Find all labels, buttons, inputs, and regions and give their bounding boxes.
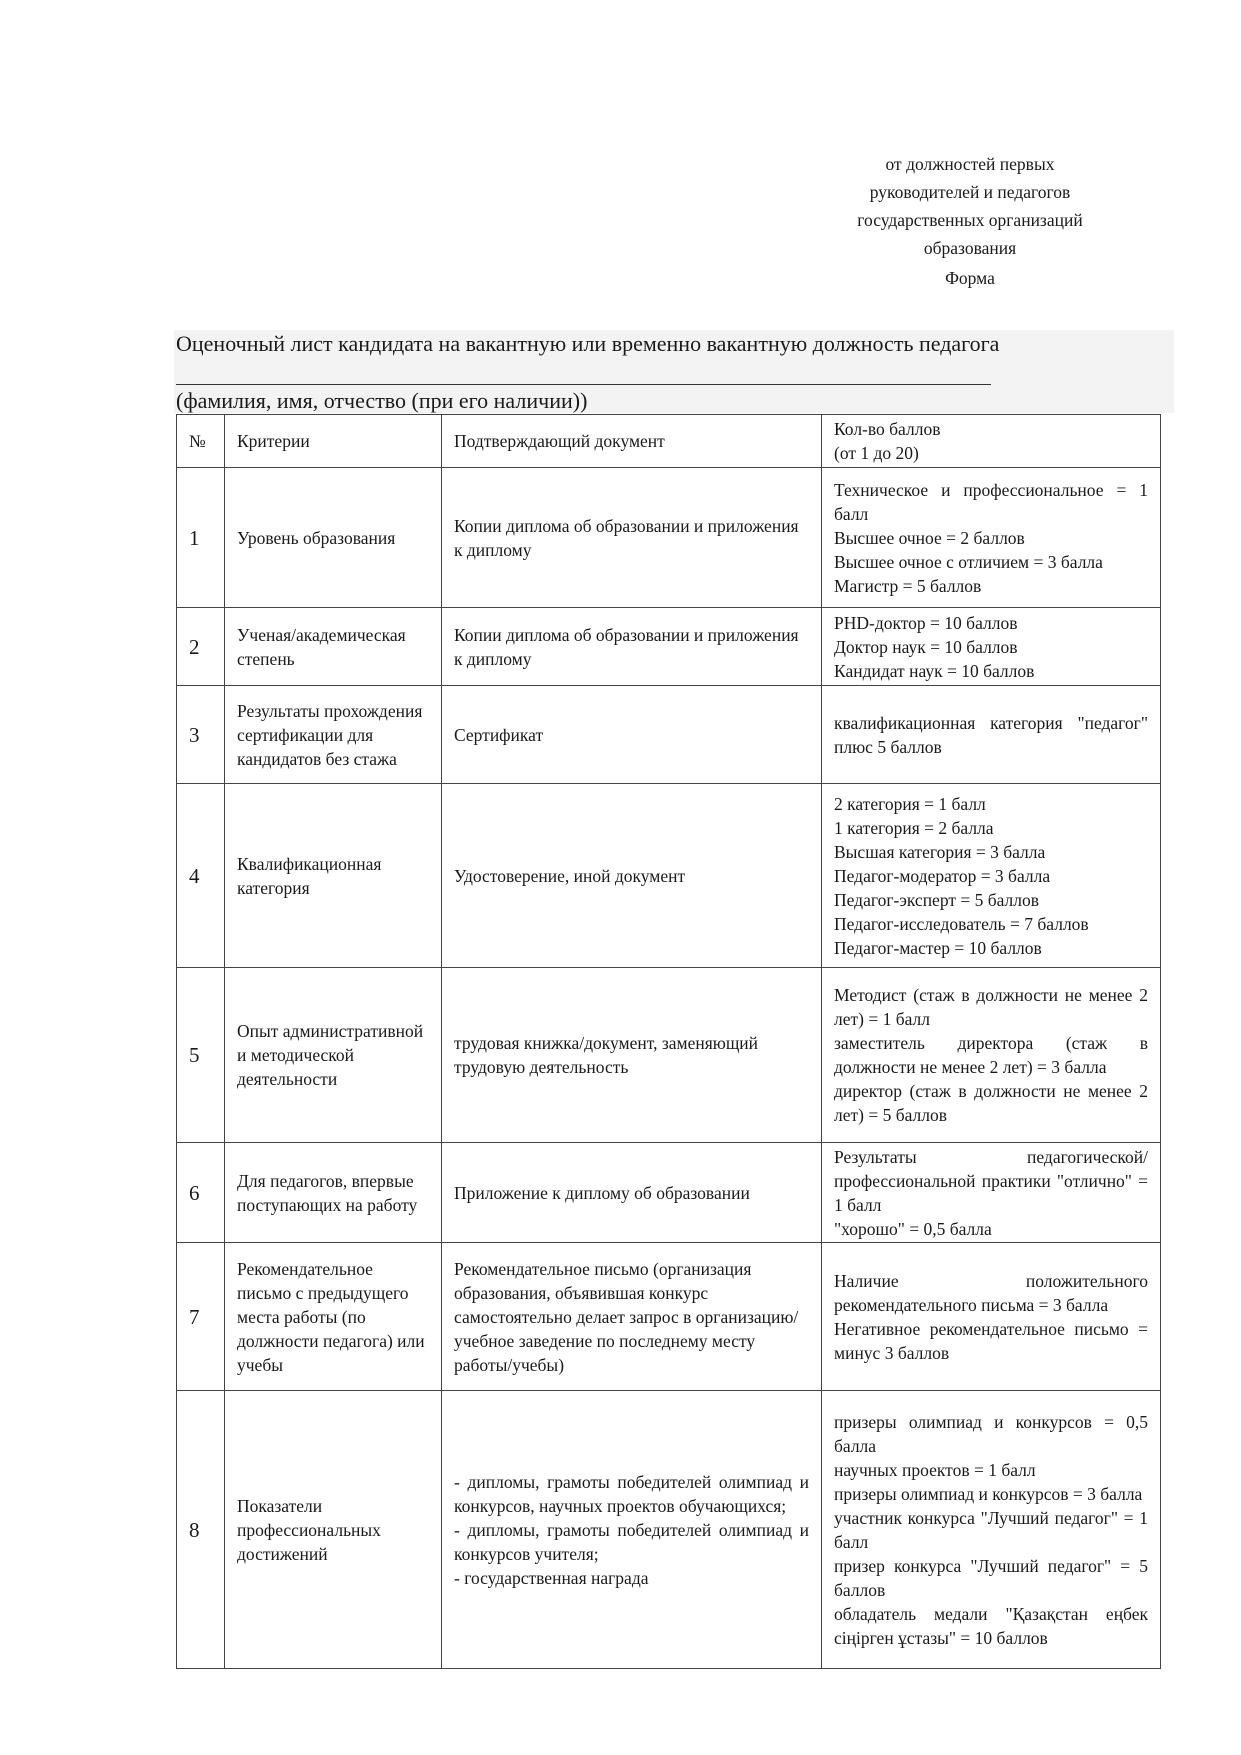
- row-criteria: Рекомендательное письмо с предыдущего места работы (по должности педагога) или учебы: [225, 1243, 442, 1391]
- points-item: "хорошо" = 0,5 балла: [834, 1218, 992, 1239]
- points-item: Наличие положительного рекомендательного письма = 3 балла: [834, 1270, 1148, 1315]
- row-criteria: Для педагогов, впервые поступающих на работу: [225, 1143, 442, 1243]
- row-number: 8: [177, 1391, 225, 1669]
- points-item: Высшее очное с отличием = 3 балла: [834, 551, 1103, 572]
- points-item: Педагог-исследователь = 7 баллов: [834, 913, 1089, 934]
- points-item: квалификационная категория "педагог" плюс 5 баллов: [834, 712, 1148, 757]
- header-line: государственных организаций: [857, 210, 1083, 230]
- row-criteria: Результаты прохождения сертификации для кандидатов без стажа: [225, 686, 442, 784]
- points-item: Методист (стаж в должности не менее 2 лет) = 1 балл: [834, 985, 1148, 1029]
- table-row: [177, 968, 1161, 1143]
- row-number: 2: [177, 608, 225, 686]
- header-criteria: Критерии: [225, 415, 442, 468]
- row-points: [822, 784, 1161, 968]
- header-points-line: Кол-во баллов: [834, 419, 941, 439]
- row-points: [822, 468, 1161, 608]
- row-document: [442, 1391, 822, 1669]
- document-item: - дипломы, грамоты победителей олимпиад и конкурсов, научных проектов обучающихся;: [454, 1471, 809, 1516]
- table-header-row: [177, 415, 1161, 468]
- row-document: Сертификат: [442, 686, 822, 784]
- name-fill-line: [176, 384, 991, 385]
- table-row: [177, 468, 1161, 608]
- points-item: Результаты педагогической/ профессиональной практики "отлично" = 1 балл: [834, 1146, 1148, 1215]
- row-document: Удостоверение, иной документ: [442, 784, 822, 968]
- points-item: Техническое и профессиональное = 1 балл: [834, 479, 1148, 524]
- header-line: руководителей и педагогов: [869, 182, 1071, 202]
- header-num: №: [177, 415, 225, 468]
- document-item: - государственная награда: [454, 1567, 649, 1588]
- row-criteria: Ученая/академическая степень: [225, 608, 442, 686]
- points-item: Магистр = 5 баллов: [834, 575, 982, 596]
- points-item: призеры олимпиад и конкурсов = 3 балла: [834, 1483, 1143, 1504]
- points-item: Доктор наук = 10 баллов: [834, 636, 1018, 657]
- row-number: 3: [177, 686, 225, 784]
- row-document: трудовая книжка/документ, заменяющий трудовую деятельность: [442, 968, 822, 1143]
- row-criteria: Квалификационная категория: [225, 784, 442, 968]
- table-row: [177, 686, 1161, 784]
- form-label: Форма: [945, 268, 995, 288]
- row-criteria: Уровень образования: [225, 468, 442, 608]
- points-item: заместитель директора (стаж в должности не менее 2 лет) = 3 балла: [834, 1033, 1148, 1077]
- points-item: научных проектов = 1 балл: [834, 1459, 1036, 1480]
- row-number: 4: [177, 784, 225, 968]
- points-item: PHD-доктор = 10 баллов: [834, 612, 1018, 633]
- row-criteria: Показатели профессиональных достижений: [225, 1391, 442, 1669]
- row-points: [822, 1243, 1161, 1391]
- row-document: Копии диплома об образовании и приложения к диплому: [442, 608, 822, 686]
- points-item: Высшее очное = 2 баллов: [834, 527, 1025, 548]
- header-line: образования: [923, 238, 1017, 258]
- row-document: Копии диплома об образовании и приложения к диплому: [442, 468, 822, 608]
- points-item: обладатель медали "Қазақстан еңбек сіңірген ұстазы" = 10 баллов: [834, 1603, 1148, 1648]
- header-document: Подтверждающий документ: [442, 415, 822, 468]
- form-header-block: [800, 150, 1140, 292]
- row-document: Приложение к диплому об образовании: [442, 1143, 822, 1243]
- points-item: 1 категория = 2 балла: [834, 817, 994, 838]
- row-criteria: Опыт административной и методической деятельности: [225, 968, 442, 1143]
- points-item: Педагог-модератор = 3 балла: [834, 865, 1051, 886]
- points-item: Кандидат наук = 10 баллов: [834, 660, 1035, 681]
- points-item: участник конкурса "Лучший педагог" = 1 балл: [834, 1507, 1148, 1552]
- table-row: [177, 1143, 1161, 1243]
- row-points: [822, 1143, 1161, 1243]
- row-document: Рекомендательное письмо (организация образования, объявившая конкурс самостоятельно делает запрос в организацию/учебное заведение по последнему месту работы/учебы): [442, 1243, 822, 1391]
- row-points: [822, 1391, 1161, 1669]
- row-number: 1: [177, 468, 225, 608]
- points-item: Высшая категория = 3 балла: [834, 841, 1046, 862]
- row-points: [822, 686, 1161, 784]
- row-points: [822, 968, 1161, 1143]
- table-row: [177, 608, 1161, 686]
- points-item: призеры олимпиад и конкурсов = 0,5 балла: [834, 1411, 1148, 1456]
- header-line: от должностей первых: [885, 154, 1055, 174]
- row-number: 5: [177, 968, 225, 1143]
- name-caption: (фамилия, имя, отчество (при его наличии)): [176, 388, 588, 413]
- points-item: директор (стаж в должности не менее 2 лет) = 5 баллов: [834, 1081, 1148, 1125]
- points-item: призер конкурса "Лучший педагог" = 5 баллов: [834, 1555, 1148, 1600]
- points-item: Педагог-мастер = 10 баллов: [834, 937, 1042, 958]
- table-row: [177, 1243, 1161, 1391]
- row-number: 7: [177, 1243, 225, 1391]
- points-item: 2 категория = 1 балл: [834, 793, 986, 814]
- header-points: [822, 415, 1161, 468]
- document-item: - дипломы, грамоты победителей олимпиад и конкурсов учителя;: [454, 1519, 809, 1564]
- table-row: [177, 1391, 1161, 1669]
- table-row: [177, 784, 1161, 968]
- points-item: Негативное рекомендательное письмо = минус 3 баллов: [834, 1318, 1148, 1363]
- header-points-range: (от 1 до 20): [834, 443, 919, 463]
- row-number: 6: [177, 1143, 225, 1243]
- evaluation-table: [176, 414, 1161, 1669]
- row-points: [822, 608, 1161, 686]
- points-item: Педагог-эксперт = 5 баллов: [834, 889, 1040, 910]
- document-title: Оценочный лист кандидата на вакантную или временно вакантную должность педагога: [176, 331, 1000, 356]
